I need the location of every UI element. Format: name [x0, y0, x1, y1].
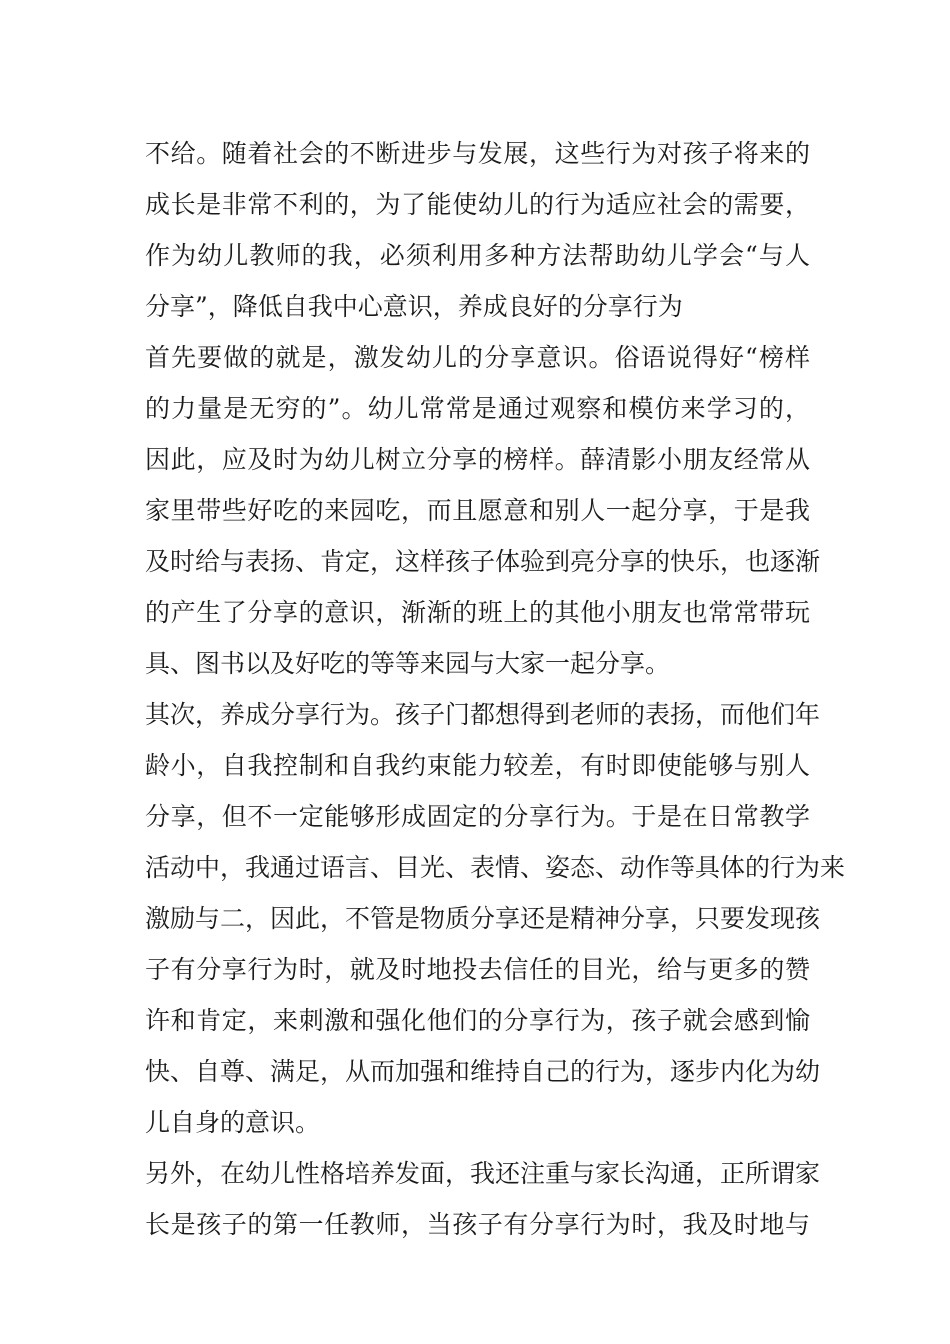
text-line: 分享，但不一定能够形成固定的分享行为。于是在日常教学 [145, 802, 810, 831]
text-line: 子有分享行为时，就及时地投去信任的目光，给与更多的赞 [145, 955, 810, 984]
text-line: 其次，养成分享行为。孩子门都想得到老师的表扬，而他们年 [145, 700, 821, 729]
text-line: 另外，在幼儿性格培养发面，我还注重与家长沟通，正所谓家 [145, 1159, 821, 1188]
text-line: 的产生了分享的意识，渐渐的班上的其他小朋友也常常带玩 [145, 598, 810, 627]
text-line: 分享”，降低自我中心意识，养成良好的分享行为 [145, 292, 683, 321]
text-line: 不给。随着社会的不断进步与发展，这些行为对孩子将来的 [145, 139, 810, 168]
text-line: 及时给与表扬、肯定，这样孩子体验到亮分享的快乐，也逐渐 [145, 547, 821, 576]
text-line: 成长是非常不利的，为了能使幼儿的行为适应社会的需要， [145, 190, 810, 219]
paragraph [145, 128, 810, 332]
text-line: 具、图书以及好吃的等等来园与大家一起分享。 [145, 649, 671, 678]
text-line: 许和肯定，来刺激和强化他们的分享行为，孩子就会感到愉 [145, 1006, 810, 1035]
paragraph [145, 1148, 821, 1250]
text-line: 的力量是无穷的”。幼儿常常是通过观察和模仿来学习的， [145, 394, 810, 423]
paragraph [145, 332, 821, 689]
text-line: 儿自身的意识。 [145, 1108, 321, 1137]
text-line: 因此，应及时为幼儿树立分享的榜样。薛清影小朋友经常从 [145, 445, 810, 474]
text-line: 家里带些好吃的来园吃，而且愿意和别人一起分享，于是我 [145, 496, 810, 525]
text-line: 龄小，自我控制和自我约束能力较差，有时即使能够与别人 [145, 751, 810, 780]
text-line: 活动中，我通过语言、目光、表情、姿态、动作等具体的行为来 [145, 853, 846, 882]
text-line: 首先要做的就是，激发幼儿的分享意识。俗语说得好“榜样 [145, 343, 810, 372]
text-line: 快、自尊、满足，从而加强和维持自己的行为，逐步内化为幼 [145, 1057, 821, 1086]
text-line: 长是孩子的第一任教师，当孩子有分享行为时，我及时地与 [145, 1210, 810, 1239]
body-text [145, 128, 846, 1250]
paragraph [145, 689, 846, 1148]
text-line: 作为幼儿教师的我，必须利用多种方法帮助幼儿学会“与人 [145, 241, 810, 270]
text-line: 激励与二，因此，不管是物质分享还是精神分享，只要发现孩 [145, 904, 821, 933]
